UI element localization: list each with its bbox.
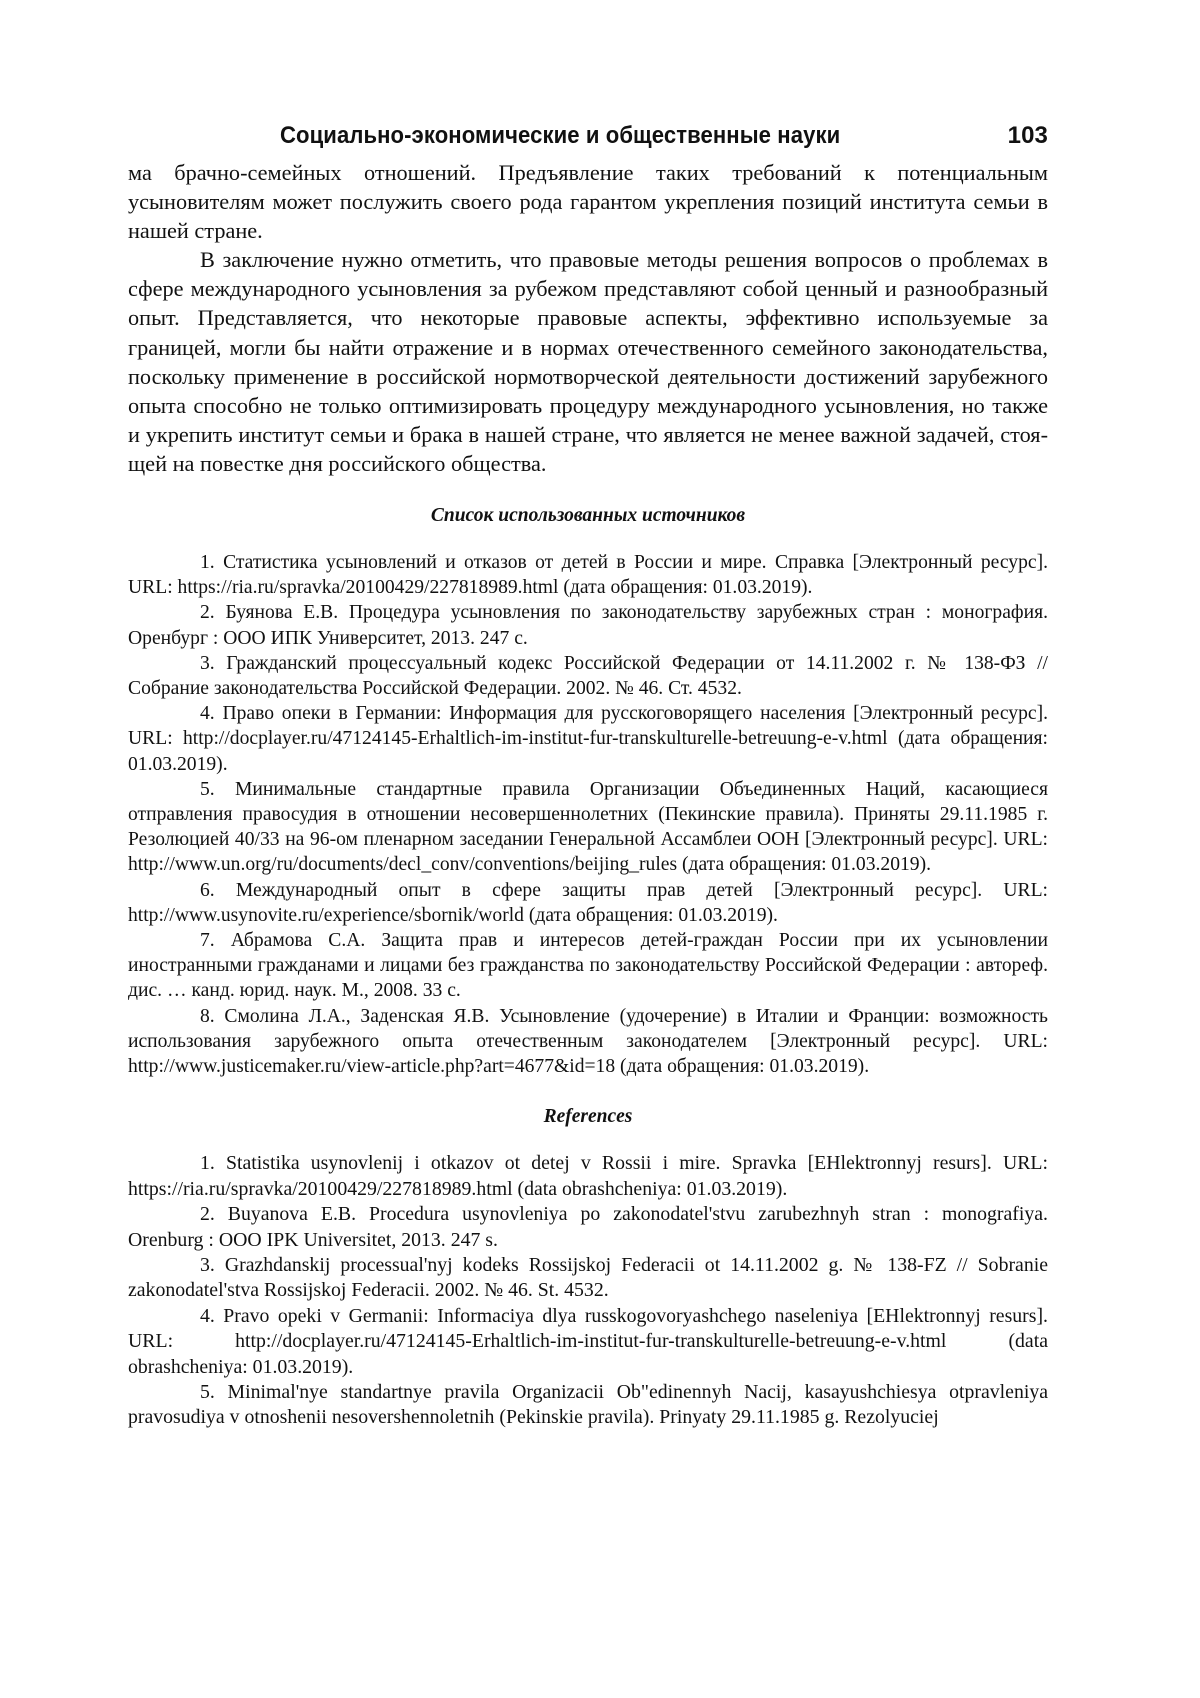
body-paragraph: ма брачно-семейных отношений. Предъявление таких требований к потенциальным усыновителям может послужить своего рода гарантом укрепления позиций института семьи в нашей стране. [128,160,1048,244]
page-number: 103 [1007,122,1048,149]
sources-heading: Список использованных источников [430,505,746,527]
running-header [128,118,1048,158]
source-item: 2. Буянова Е.В. Процедура усыновления по законодательству зарубежных стран : монография. Оренбург : ООО ИПК Университет, 2013. 247 с. [128,602,1048,649]
source-item: 7. Абрамова С.А. Защита прав и интересов детей-граждан России при их усыновлении иностранными гражданами и лицами без гражданства по законодательству Российской Федерации : автореф. дис. … канд. юрид. наук. М., 2008. 33 с. [128,930,1048,1002]
body-paragraph: В заключение нужно отметить, что правовые методы решения вопросов о проблемах в сфере международного усыновления за рубежом представляют собой ценный и разнообразный опыт. Представляется, что некоторые правовые аспекты, эффективно используемые за границей, могли бы найти отражение и в нормах отечественного семейного законодательства, поскольку применение в российской нормотворческой деятельности достижений зарубежного опыта способно не только оптимизировать процедуру международного усыновления, но также и укрепить институт семьи и брака в нашей стране, что является не менее важной задачей, стоящей на повестке дня российского общества. [128,247,1048,476]
reference-item: 2. Buyanova E.B. Procedura usynovleniya po zakonodatel'stvu zarubezhnyh stran : monografiya. Orenburg : OOO IPK Universitet, 2013. 247 s. [128,1203,1048,1251]
reference-item: 1. Statistika usynovlenij i otkazov ot detej v Rossii i mire. Spravka [EHlektronnyj resurs]. URL: https://ria.ru/spravka/20100429/227818989.html (data obrashcheniya: 01.03.2019). [128,1152,1048,1200]
sources-list [128,550,1048,1079]
references-list [128,1151,1048,1430]
reference-item: 4. Pravo opeki v Germanii: Informaciya dlya russkogovoryashchego naseleniya [EHlektronnyj resurs]. URL: http://docplayer.ru/47124145-Erhaltlich-im-institut-fur-transkulturelle-betreuung-e-v.html (data obrashcheniya: 01.03.2019). [128,1304,1048,1378]
source-item: 1. Статистика усыновлений и отказов от детей в России и мире. Справка [Электронный ресурс]. URL: https://ria.ru/spravka/20100429/227818989.html (дата обращения: 01.03.2019). [128,552,1048,599]
document-page [128,118,1048,1431]
references-heading: References [543,1106,633,1128]
source-item: 4. Право опеки в Германии: Информация для русскоговорящего населения [Электронный ресурс]. URL: http://docplayer.ru/47124145-Erhaltlich-im-institut-fur-transkulturelle-betreuung-e-v.html (дата обращения: 01.03.2019). [128,703,1048,775]
source-item: 3. Гражданский процессуальный кодекс Российской Федерации от 14.11.2002 г. № 138-ФЗ // Собрание законодательства Российской Федерации. 2002. № 46. Ст. 4532. [128,652,1048,700]
source-item: 8. Смолина Л.А., Заденская Я.В. Усыновление (удочерение) в Италии и Франции: возможность использования зарубежного опыта отечественным законодателем [Электронный ресурс]. URL: http://www.justicemaker.ru/view-article.php?art=4677&id=18 (дата обращения: 01.03.2019). [128,1005,1048,1078]
body-text [128,158,1048,478]
reference-item: 5. Minimal'nye standartnye pravila Organizacii Ob"edinennyh Nacij, kasayushchiesya otpravleniya pravosudiya v otnoshenii nesovershennoletnih (Pekinskie pravila). Prinyaty 29.11.1985 g. Rezolyuciej [128,1380,1048,1429]
source-item: 5. Минимальные стандартные правила Организации Объединенных Наций, касающиеся отправления правосудия в отношении несовершеннолетних (Пекинские правила). Приняты 29.11.1985 г. Резолюцией 40/33 на 96-ом пленарном заседании Генеральной Ассамблеи ООН [Электронный ресурс]. URL: http://www.un.org/ru/documents/decl_conv/conventions/beijing_rules (дата обращения: 01.03.2019). [128,778,1048,876]
reference-item: 3. Grazhdanskij processual'nyj kodeks Rossijskoj Federacii ot 14.11.2002 g. № 138-FZ // Sobranie zakonodatel'stva Rossijskoj Federacii. 2002. № 46. St. 4532. [128,1253,1048,1302]
running-header-title: Социально-экономические и общественные науки [280,122,841,149]
source-item: 6. Международный опыт в сфере защиты прав детей [Электронный ресурс]. URL: http://www.usynovite.ru/experience/sbornik/world (дата обращения: 01.03.2019). [128,879,1048,926]
